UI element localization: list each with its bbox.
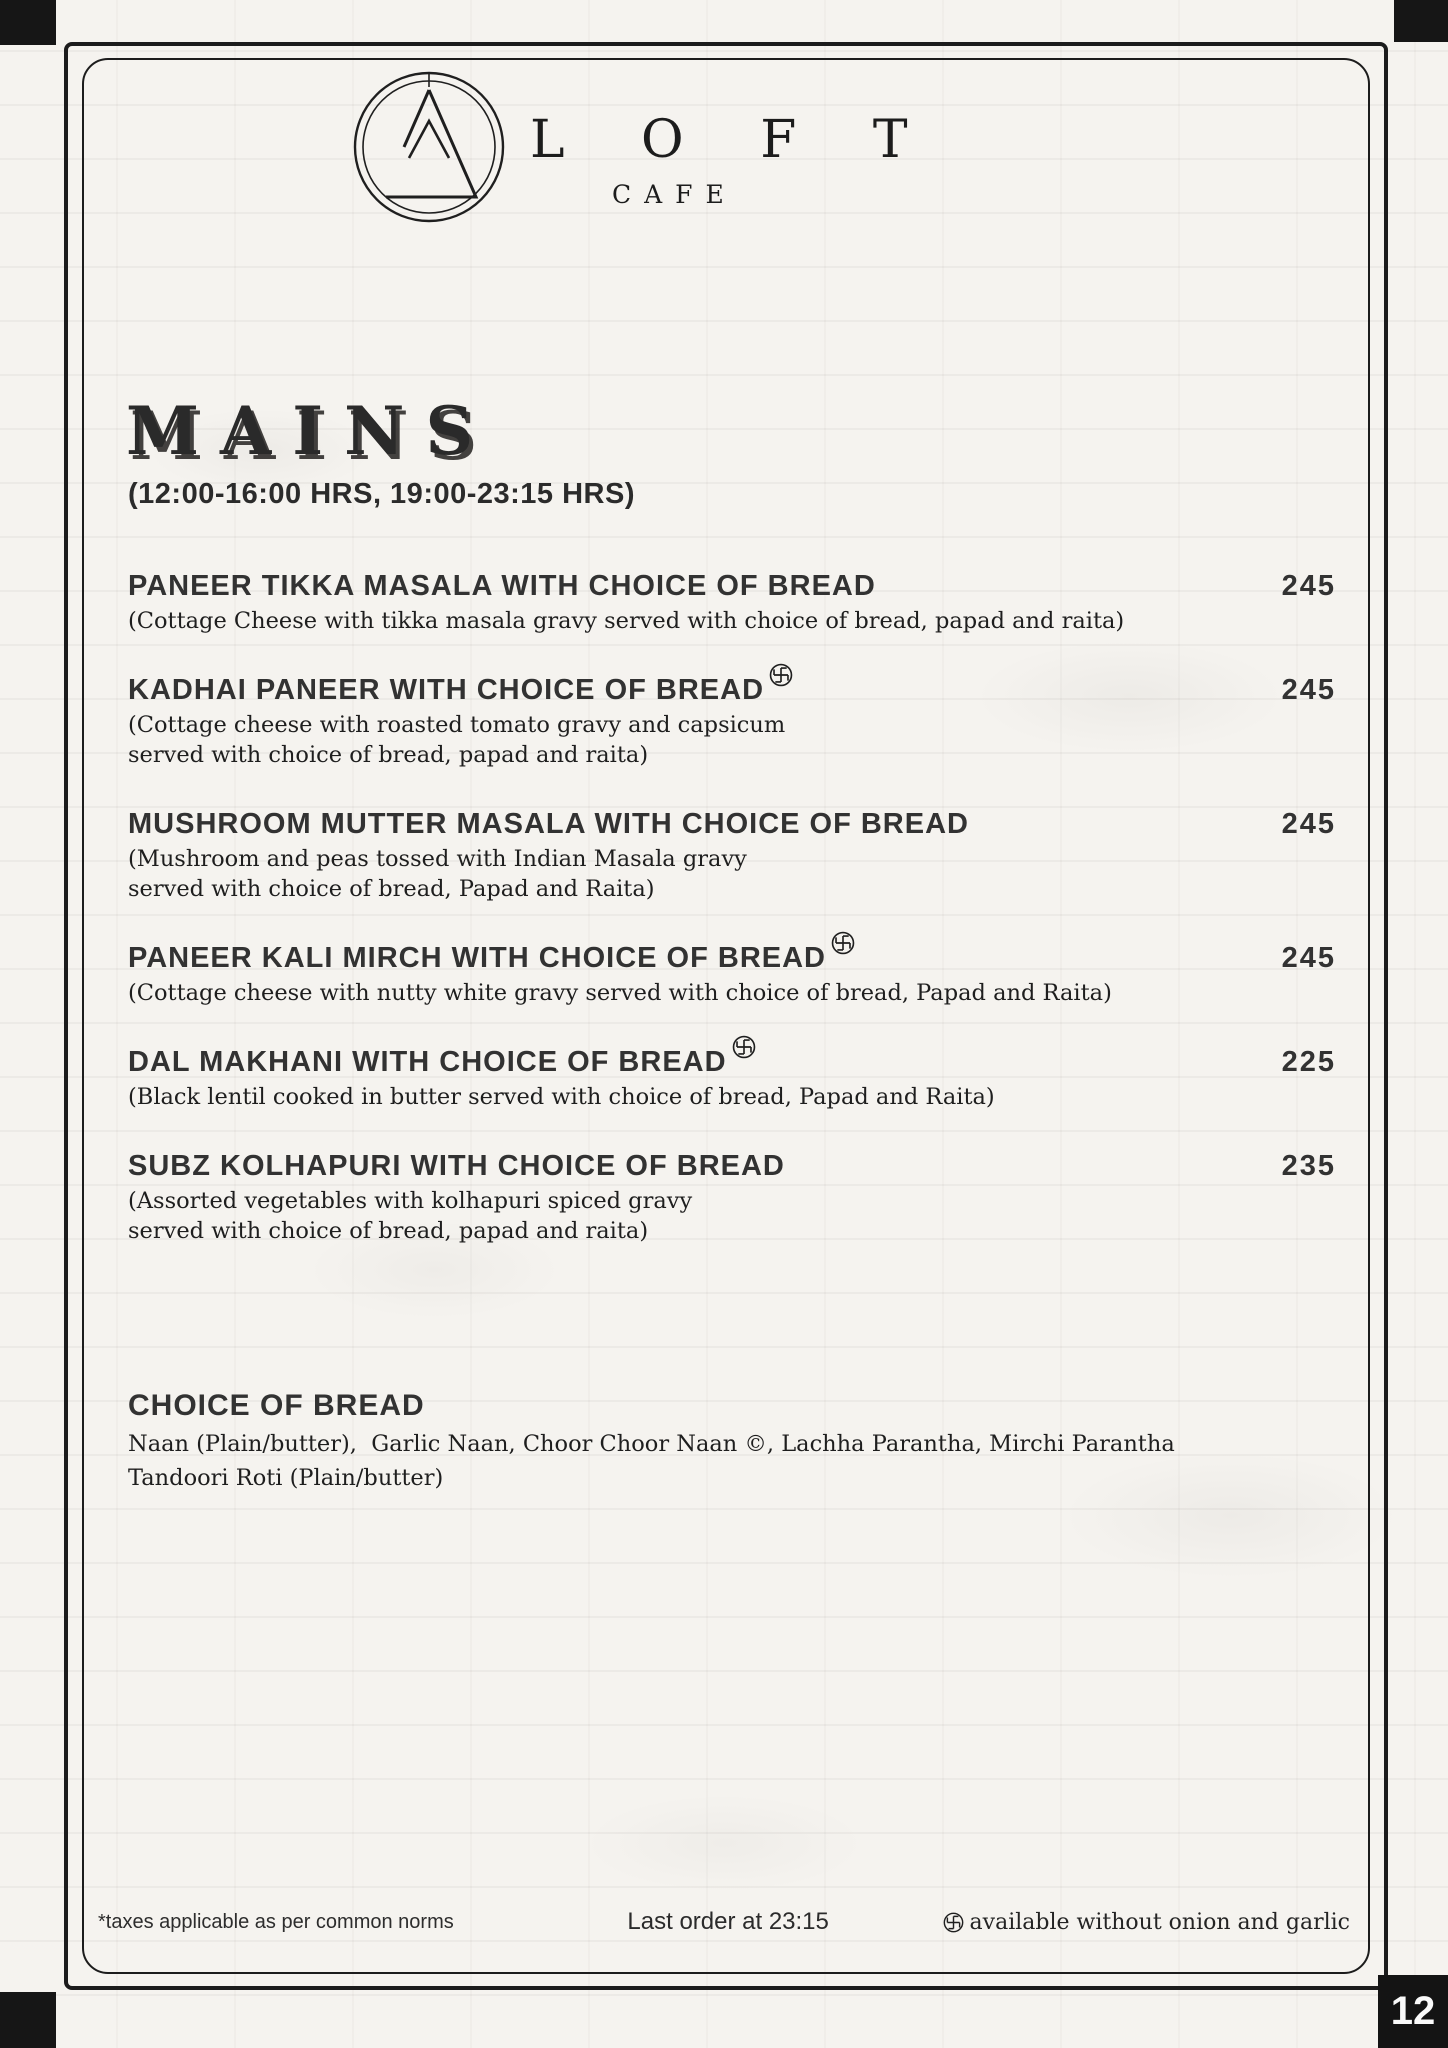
item-description: (Cottage cheese with roasted tomato gravy and capsicum	[128, 712, 786, 738]
item-description: served with choice of bread, papad and raita)	[128, 742, 649, 768]
item-description: (Mushroom and peas tossed with Indian Masala gravy	[128, 846, 747, 872]
section-hours: (12:00-16:00 HRS, 19:00-23:15 HRS)	[128, 478, 635, 510]
corner-block-top-right	[1394, 0, 1448, 42]
item-head	[128, 1146, 1336, 1186]
item-description: (Cottage Cheese with tikka masala gravy served with choice of bread, papad and raita)	[128, 608, 1125, 634]
item-head	[128, 804, 1336, 844]
item-price: 235	[1281, 1150, 1336, 1182]
item-head	[128, 670, 1336, 710]
item-price: 245	[1281, 674, 1336, 706]
dietary-legend	[943, 1910, 1350, 1935]
last-order-note: Last order at 23:15	[627, 1908, 829, 1935]
corner-block-bottom-left	[0, 1992, 56, 2048]
item-price: 245	[1281, 942, 1336, 974]
menu-item	[128, 670, 1336, 770]
item-name: PANEER TIKKA MASALA WITH CHOICE OF BREAD	[128, 570, 876, 602]
bread-section	[128, 1385, 1336, 1495]
dietary-legend-text: available without onion and garlic	[969, 1909, 1350, 1935]
logo	[352, 70, 938, 224]
item-description: (Assorted vegetables with kolhapuri spiced gravy	[128, 1188, 693, 1214]
bread-options-line: Naan (Plain/butter), Garlic Naan, Choor Choor Naan ©, Lachha Parantha, Mirchi Parantha	[128, 1431, 1175, 1457]
item-head	[128, 938, 1336, 978]
footer	[98, 1908, 1350, 1936]
item-head	[128, 566, 1336, 606]
logo-subtitle: CAFE	[612, 180, 737, 209]
item-head	[128, 1042, 1336, 1082]
item-name: PANEER KALI MIRCH WITH CHOICE OF BREAD	[128, 942, 827, 974]
item-description: served with choice of bread, papad and raita)	[128, 1218, 649, 1244]
item-name: DAL MAKHANI WITH CHOICE OF BREAD	[128, 1046, 727, 1078]
logo-text	[530, 70, 938, 209]
swastika-circle-icon	[943, 1912, 964, 1933]
bread-section-title: CHOICE OF BREAD	[128, 1389, 425, 1422]
corner-block-top-left	[0, 0, 56, 45]
swastika-circle-icon	[831, 931, 855, 955]
item-name: KADHAI PANEER WITH CHOICE OF BREAD	[128, 674, 765, 706]
item-price: 245	[1281, 808, 1336, 840]
menu-item	[128, 1146, 1336, 1246]
mountain-circle-logo-icon	[352, 70, 506, 224]
page-number-box	[1378, 1975, 1448, 2048]
menu-items-list	[128, 566, 1336, 1280]
menu-item	[128, 804, 1336, 904]
item-price: 245	[1281, 570, 1336, 602]
item-name: SUBZ KOLHAPURI WITH CHOICE OF BREAD	[128, 1150, 785, 1182]
bread-options-line: Tandoori Roti (Plain/butter)	[128, 1465, 444, 1491]
swastika-circle-icon	[769, 663, 793, 687]
menu-item	[128, 938, 1336, 1008]
section-title: MAINS	[126, 392, 495, 470]
item-name: MUSHROOM MUTTER MASALA WITH CHOICE OF BREAD	[128, 808, 969, 840]
logo-name: L O F T	[530, 110, 938, 170]
item-price: 225	[1281, 1046, 1336, 1078]
item-description: served with choice of bread, Papad and Raita)	[128, 876, 655, 902]
page-number: 12	[1390, 1989, 1436, 2033]
item-description: (Cottage cheese with nutty white gravy served with choice of bread, Papad and Raita)	[128, 980, 1112, 1006]
swastika-circle-icon	[732, 1035, 756, 1059]
menu-item	[128, 1042, 1336, 1112]
item-description: (Black lentil cooked in butter served with choice of bread, Papad and Raita)	[128, 1084, 995, 1110]
menu-item	[128, 566, 1336, 636]
taxes-note: *taxes applicable as per common norms	[98, 1910, 454, 1933]
